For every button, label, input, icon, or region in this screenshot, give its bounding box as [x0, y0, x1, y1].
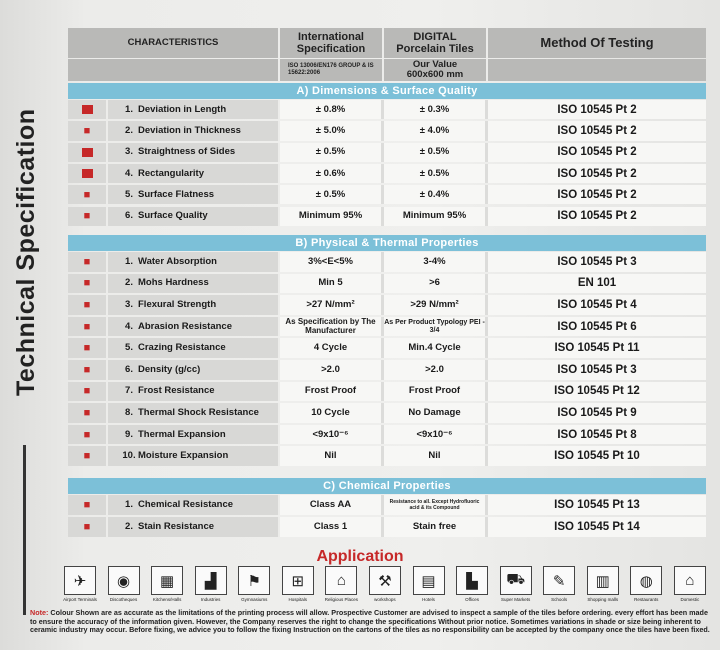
row-characteristic [108, 360, 280, 380]
abrasion-icon: ■ [83, 320, 91, 333]
water-icon: ■ [83, 255, 91, 268]
row-icon-cell [68, 338, 108, 358]
row-number: 6. [125, 363, 133, 375]
table-row [68, 274, 706, 294]
cart-icon [500, 566, 532, 595]
row-international-value: Class 1 [280, 517, 384, 537]
row-method: ISO 10545 Pt 2 [488, 143, 706, 162]
row-digital-value: >2.0 [384, 360, 488, 380]
row-method: ISO 10545 Pt 9 [488, 403, 706, 423]
table-row [68, 425, 706, 445]
row-digital-value: 3-4% [384, 252, 488, 272]
row-icon-cell [68, 495, 108, 515]
row-digital-value: ± 0.4% [384, 185, 488, 204]
row-characteristic [108, 164, 280, 183]
application-label: Restaurants [634, 597, 659, 602]
row-label: Deviation in Thickness [138, 124, 241, 136]
row-label: Chemical Resistance [138, 499, 234, 510]
table-row [68, 495, 706, 515]
row-icon-cell [68, 143, 108, 162]
row-icon-cell [68, 100, 108, 119]
row-number: 1. [125, 103, 133, 115]
app-glyph: ⊞ [291, 572, 305, 590]
app-glyph: ▙ [466, 572, 478, 590]
row-number: 3. [125, 146, 133, 158]
home-icon [674, 566, 706, 595]
thickness-icon: ■ [83, 124, 91, 137]
section-header: A) Dimensions & Surface Quality [68, 83, 706, 99]
row-characteristic [108, 338, 280, 358]
square-icon [82, 169, 93, 178]
row-characteristic [108, 252, 280, 272]
table-row [68, 164, 706, 183]
table-subheader [68, 59, 706, 81]
app-glyph: ◉ [117, 572, 131, 590]
table-row [68, 446, 706, 466]
gym-icon [238, 566, 270, 595]
row-digital-value: Minimum 95% [384, 207, 488, 226]
application-item [60, 566, 100, 608]
office-icon [456, 566, 488, 595]
row-label: Frost Resistance [138, 385, 215, 397]
application-title: Application [316, 548, 404, 565]
row-international-value: Class AA [280, 495, 384, 515]
row-international-value: 10 Cycle [280, 403, 384, 423]
application-label: Offices [465, 597, 480, 602]
square-icon [82, 105, 93, 114]
app-glyph: ◍ [639, 572, 653, 590]
quality-icon: ■ [83, 210, 91, 223]
row-number: 9. [125, 428, 133, 440]
row-icon-cell [68, 295, 108, 315]
table-row [68, 100, 706, 119]
row-method: ISO 10545 Pt 2 [488, 121, 706, 140]
school-icon [543, 566, 575, 595]
row-international-value: ± 0.6% [280, 164, 384, 183]
row-method: ISO 10545 Pt 2 [488, 185, 706, 204]
table-row [68, 295, 706, 315]
application-item [409, 566, 449, 608]
row-characteristic [108, 317, 280, 337]
row-method: ISO 10545 Pt 10 [488, 446, 706, 466]
app-glyph: ⌂ [685, 572, 695, 589]
app-glyph: ✈ [73, 572, 87, 590]
header-characteristics: CHARACTERISTICS [68, 28, 280, 58]
expansion-icon: ■ [83, 428, 91, 441]
row-characteristic [108, 274, 280, 294]
row-label: Surface Flatness [138, 188, 215, 200]
application-label: Industries [200, 597, 221, 602]
row-number: 3. [125, 298, 133, 310]
row-characteristic [108, 446, 280, 466]
side-title: Technical Specification [12, 108, 40, 396]
row-characteristic [108, 425, 280, 445]
application-item [670, 566, 710, 608]
row-method: ISO 10545 Pt 14 [488, 517, 706, 537]
table-row [68, 382, 706, 402]
section-header: C) Chemical Properties [68, 478, 706, 494]
row-digital-value: Resistance to all. Except Hydrofluoric acid & its Compound [384, 495, 488, 515]
frost-icon: ■ [83, 385, 91, 398]
application-item [191, 566, 231, 608]
application-label: Gymnasiums [241, 597, 268, 602]
row-number: 6. [125, 210, 133, 222]
row-label: Mohs Hardness [138, 277, 209, 289]
row-international-value: Frost Proof [280, 382, 384, 402]
row-number: 2. [125, 277, 133, 289]
row-international-value: Min 5 [280, 274, 384, 294]
hardness-icon: ■ [83, 277, 91, 290]
table-row [68, 360, 706, 380]
table-row [68, 252, 706, 272]
application-label: Kitchens/Halls [152, 597, 182, 602]
row-number: 2. [125, 124, 133, 136]
note-text: Colour Shown are as accurate as the limitations of the printing process will allow. Prospective Customer are advised to inspect a sample of the tiles before ordering. every effort has been made to ensure the accuracy of the information given. However, the Company reserves the right to change the specifications Without prior notice. Sometimes variations in shade or size being inherent to ceramic industry may occur. Before fixing, we advice you to follow the fixing Instruction on the cartons of the tiles as no responsibility can be accepted by the company once the tiles have been fixed. [30, 608, 710, 635]
strength-icon: ■ [83, 298, 91, 311]
row-international-value: As Specification by The Manufacturer [280, 317, 384, 337]
row-number: 7. [125, 385, 133, 397]
row-method: ISO 10545 Pt 12 [488, 382, 706, 402]
app-glyph: ⌂ [336, 572, 346, 589]
application-label: workshops [374, 597, 396, 602]
thermal-shock-icon: ■ [83, 406, 91, 419]
row-characteristic [108, 121, 280, 140]
row-international-value: 4 Cycle [280, 338, 384, 358]
application-item [583, 566, 623, 608]
row-number: 1. [125, 255, 133, 267]
row-digital-value: >29 N/mm² [384, 295, 488, 315]
application-item [147, 566, 187, 608]
airplane-icon [64, 566, 96, 595]
subheader-method-blank [488, 59, 706, 81]
row-digital-value: Min.4 Cycle [384, 338, 488, 358]
application-label: Schools [551, 597, 568, 602]
row-method: ISO 10545 Pt 4 [488, 295, 706, 315]
row-characteristic [108, 185, 280, 204]
mall-icon [587, 566, 619, 595]
row-method: ISO 10545 Pt 11 [488, 338, 706, 358]
row-digital-value: >6 [384, 274, 488, 294]
section-header: B) Physical & Thermal Properties [68, 235, 706, 251]
row-digital-value: Stain free [384, 517, 488, 537]
app-glyph: ▥ [595, 572, 610, 590]
subheader-our-value: Our Value 600x600 mm [384, 59, 488, 81]
application-item [278, 566, 318, 608]
row-characteristic [108, 517, 280, 537]
table-row [68, 317, 706, 337]
row-digital-value: Frost Proof [384, 382, 488, 402]
table-row [68, 338, 706, 358]
application-label: Domestic [680, 597, 700, 602]
density-icon: ■ [83, 363, 91, 376]
row-characteristic [108, 382, 280, 402]
app-glyph: ▦ [160, 572, 175, 590]
row-method: ISO 10545 Pt 2 [488, 100, 706, 119]
row-label: Flexural Strength [138, 298, 217, 310]
disc-icon [108, 566, 140, 595]
subheader-iso-group: ISO 13006/EN176 GROUP & IS 15622:2006 [280, 59, 384, 81]
app-glyph: ▟ [204, 572, 217, 590]
row-method: ISO 10545 Pt 6 [488, 317, 706, 337]
row-characteristic [108, 295, 280, 315]
row-international-value: <9x10⁻⁶ [280, 425, 384, 445]
table-row [68, 403, 706, 423]
row-label: Deviation in Length [138, 103, 227, 115]
row-digital-value: ± 0.5% [384, 164, 488, 183]
row-number: 10. [122, 450, 136, 462]
application-label: Religious Places [324, 597, 359, 602]
table-row [68, 185, 706, 204]
row-label: Water Absorption [138, 255, 217, 267]
row-international-value: ± 0.5% [280, 143, 384, 162]
application-item [496, 566, 536, 608]
row-icon-cell [68, 207, 108, 226]
hotel-icon [413, 566, 445, 595]
row-label: Abrasion Resistance [138, 320, 232, 332]
crazing-icon: ■ [83, 342, 91, 355]
factory-icon [195, 566, 227, 595]
row-number: 8. [125, 406, 133, 418]
restaurant-icon [630, 566, 662, 595]
row-icon-cell [68, 274, 108, 294]
hospital-icon [282, 566, 314, 595]
kitchen-icon [151, 566, 183, 595]
row-label: Thermal Expansion [138, 428, 226, 440]
row-characteristic [108, 207, 280, 226]
row-icon-cell [68, 446, 108, 466]
row-international-value: ± 0.5% [280, 185, 384, 204]
subheader-blank [68, 59, 280, 81]
header-international-spec: International Specification [280, 28, 384, 58]
row-international-value: >2.0 [280, 360, 384, 380]
row-characteristic [108, 100, 280, 119]
row-method: EN 101 [488, 274, 706, 294]
table-row [68, 517, 706, 537]
row-characteristic [108, 143, 280, 162]
row-method: ISO 10545 Pt 3 [488, 252, 706, 272]
application-label: Discotheques [109, 597, 138, 602]
table-row [68, 121, 706, 140]
row-icon-cell [68, 317, 108, 337]
row-label: Moisture Expansion [138, 450, 229, 462]
row-icon-cell [68, 425, 108, 445]
application-label: Airport Terminals [63, 597, 97, 602]
application-label: Super Markets [500, 597, 531, 602]
application-item [321, 566, 361, 608]
application-item [626, 566, 666, 608]
row-number: 5. [125, 188, 133, 200]
row-icon-cell [68, 252, 108, 272]
row-icon-cell [68, 517, 108, 537]
row-international-value: 3%<E<5% [280, 252, 384, 272]
row-method: ISO 10545 Pt 13 [488, 495, 706, 515]
table-row [68, 207, 706, 226]
row-digital-value: No Damage [384, 403, 488, 423]
row-digital-value: ± 0.5% [384, 143, 488, 162]
header-method: Method Of Testing [488, 28, 706, 58]
row-method: ISO 10545 Pt 8 [488, 425, 706, 445]
application-label: Shopping malls [587, 597, 619, 602]
application-item [539, 566, 579, 608]
row-international-value: ± 0.8% [280, 100, 384, 119]
header-digital: DIGITAL Porcelain Tiles [384, 28, 488, 58]
moisture-icon: ■ [83, 450, 91, 463]
row-number: 1. [125, 499, 133, 510]
row-digital-value: ± 0.3% [384, 100, 488, 119]
row-number: 4. [125, 167, 133, 179]
row-icon-cell [68, 164, 108, 183]
row-digital-value: ± 4.0% [384, 121, 488, 140]
row-digital-value: <9x10⁻⁶ [384, 425, 488, 445]
side-divider [23, 445, 26, 615]
flatness-icon: ■ [83, 188, 91, 201]
table-row [68, 143, 706, 162]
row-digital-value: As Per Product Typology PEI - 3/4 [384, 317, 488, 337]
row-label: Surface Quality [138, 210, 208, 222]
row-digital-value: Nil [384, 446, 488, 466]
application-item [104, 566, 144, 608]
chemical-icon: ■ [83, 499, 91, 511]
application-label: Hotels [422, 597, 435, 602]
application-icons [60, 566, 710, 608]
row-international-value: Minimum 95% [280, 207, 384, 226]
stain-icon: ■ [83, 521, 91, 533]
app-glyph: ✎ [552, 572, 566, 590]
application-label: Hospitals [288, 597, 308, 602]
table-header [68, 28, 706, 58]
row-method: ISO 10545 Pt 3 [488, 360, 706, 380]
row-label: Density (g/cc) [138, 363, 201, 375]
row-label: Crazing Resistance [138, 342, 226, 354]
app-glyph: ⚑ [247, 572, 261, 590]
row-label: Straightness of Sides [138, 146, 236, 158]
row-icon-cell [68, 360, 108, 380]
row-characteristic [108, 403, 280, 423]
row-label: Rectangularity [138, 167, 204, 179]
row-label: Thermal Shock Resistance [138, 406, 259, 418]
application-item [234, 566, 274, 608]
row-icon-cell [68, 121, 108, 140]
square-icon [82, 148, 93, 157]
app-glyph: ⚒ [378, 572, 392, 590]
application-item [365, 566, 405, 608]
note-label: Note: [30, 608, 49, 617]
app-glyph: ⛟ [506, 571, 526, 588]
row-label: Stain Resistance [138, 521, 215, 532]
row-icon-cell [68, 403, 108, 423]
app-glyph: ▤ [421, 572, 436, 590]
note [30, 609, 714, 635]
row-number: 4. [125, 320, 133, 332]
temple-icon [325, 566, 357, 595]
workshop-icon [369, 566, 401, 595]
application-item [452, 566, 492, 608]
row-international-value: Nil [280, 446, 384, 466]
row-number: 2. [125, 521, 133, 532]
row-method: ISO 10545 Pt 2 [488, 207, 706, 226]
row-international-value: >27 N/mm² [280, 295, 384, 315]
row-number: 5. [125, 342, 133, 354]
row-method: ISO 10545 Pt 2 [488, 164, 706, 183]
row-icon-cell [68, 382, 108, 402]
row-icon-cell [68, 185, 108, 204]
row-characteristic [108, 495, 280, 515]
row-international-value: ± 5.0% [280, 121, 384, 140]
